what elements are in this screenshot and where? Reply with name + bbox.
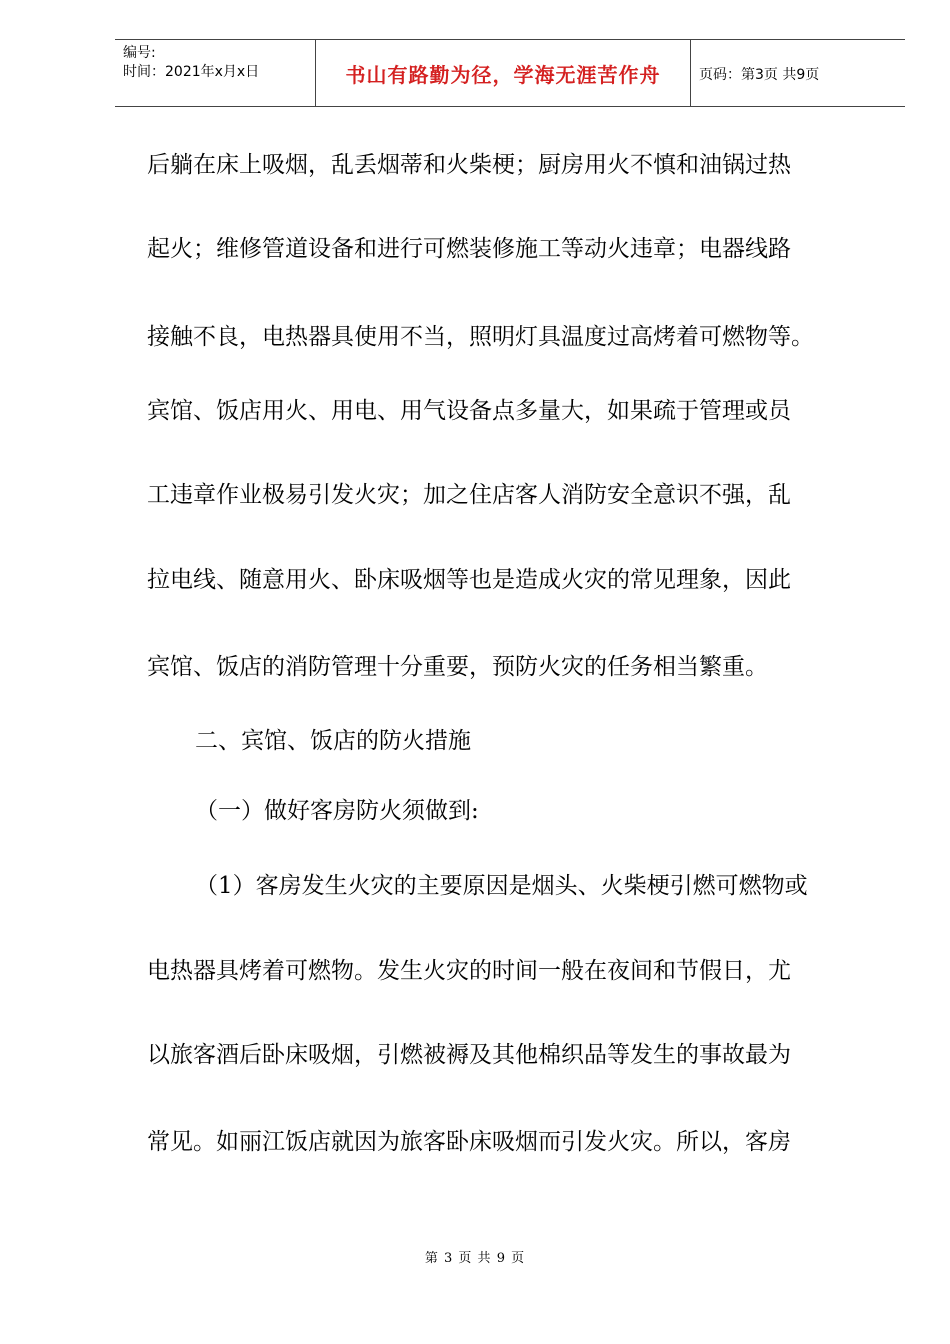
body-line: 工违章作业极易引发火灾；加之住店客人消防安全意识不强，乱 bbox=[147, 482, 791, 508]
body-line: （1）客房发生火灾的主要原因是烟头、火柴梗引燃可燃物或 bbox=[195, 873, 808, 899]
body-line: 拉电线、随意用火、卧床吸烟等也是造成火灾的常见理象，因此 bbox=[147, 567, 791, 593]
header-meta bbox=[123, 44, 259, 82]
body-line: 电热器具烤着可燃物。发生火灾的时间一般在夜间和节假日，尤 bbox=[147, 958, 791, 984]
number-label: 编号: bbox=[123, 45, 156, 61]
header-page-info: 页码：第3页 共9页 bbox=[699, 66, 820, 83]
body-line: 以旅客酒后卧床吸烟，引燃被褥及其他棉织品等发生的事故最为 bbox=[147, 1042, 791, 1068]
body-line: 常见。如丽江饭店就因为旅客卧床吸烟而引发火灾。所以，客房 bbox=[147, 1129, 791, 1155]
body-line: 起火；维修管道设备和进行可燃装修施工等动火违章；电器线路 bbox=[147, 236, 791, 262]
subsection-heading: （一）做好客房防火须做到: bbox=[195, 798, 479, 824]
page-header bbox=[115, 39, 905, 107]
page-footer: 第 3 页 共 9 页 bbox=[424, 1251, 526, 1266]
body-line: 后躺在床上吸烟，乱丢烟蒂和火柴梗；厨房用火不慎和油锅过热 bbox=[147, 152, 791, 178]
body-line: 宾馆、饭店的消防管理十分重要，预防火灾的任务相当繁重。 bbox=[147, 654, 768, 680]
header-motto: 书山有路勤为径，学海无涯苦作舟 bbox=[345, 63, 661, 87]
body-line: 宾馆、饭店用火、用电、用气设备点多量大，如果疏于管理或员 bbox=[147, 398, 791, 424]
body-line: 接触不良，电热器具使用不当，照明灯具温度过高烤着可燃物等。 bbox=[147, 324, 814, 350]
section-heading: 二、宾馆、饭店的防火措施 bbox=[195, 728, 471, 754]
time-label: 时间：2021年x月x日 bbox=[123, 64, 260, 80]
header-divider bbox=[690, 40, 691, 107]
